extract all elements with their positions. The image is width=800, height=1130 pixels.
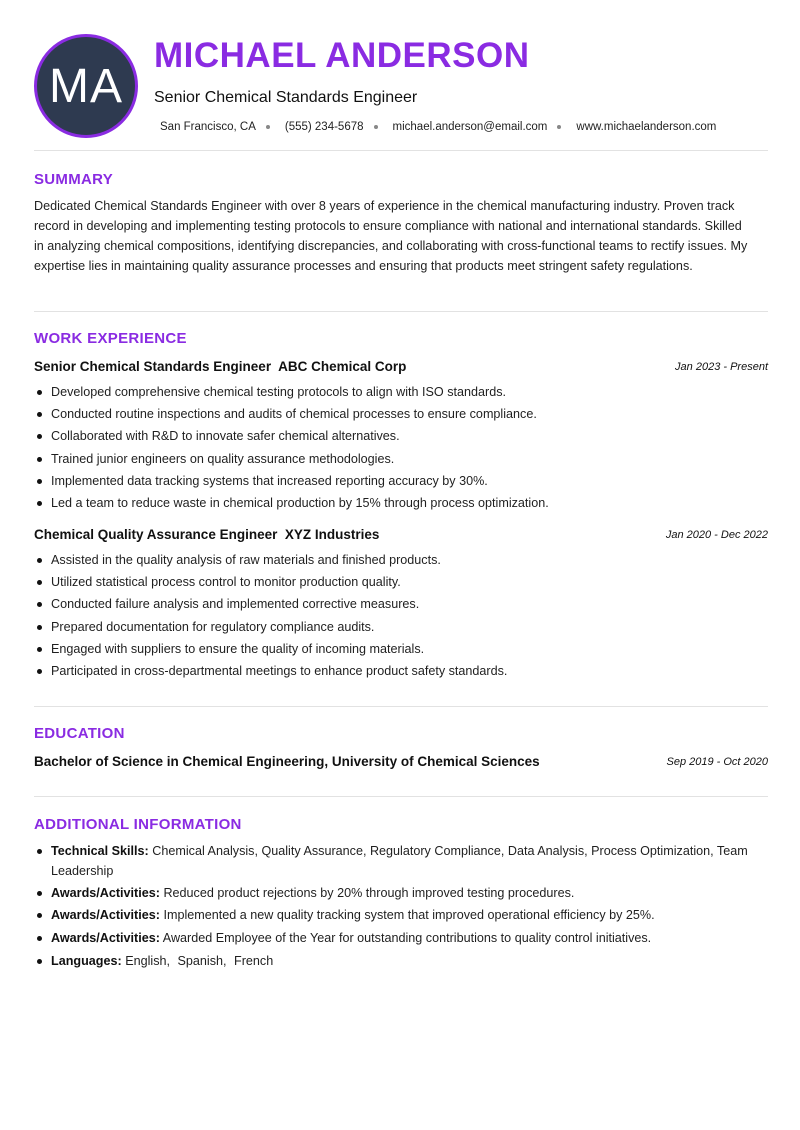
list-item: Conducted routine inspections and audits of chemical processes to ensure compliance. xyxy=(34,403,764,425)
avatar xyxy=(34,34,138,138)
separator-dot-icon xyxy=(266,125,270,129)
list-item: Implemented data tracking systems that increased reporting accuracy by 30%. xyxy=(34,470,764,492)
info-label: Awards/Activities: xyxy=(51,908,160,923)
list-item: Assisted in the quality analysis of raw materials and finished products. xyxy=(34,549,764,571)
list-item: Developed comprehensive chemical testing protocols to align with ISO standards. xyxy=(34,381,764,403)
divider xyxy=(34,150,768,151)
contact-email[interactable]: michael.anderson@email.com xyxy=(392,121,548,133)
additional-info-list xyxy=(34,841,764,973)
list-item xyxy=(34,928,764,948)
separator-dot-icon xyxy=(374,125,378,129)
summary-text: Dedicated Chemical Standards Engineer with over 8 years of experience in the chemical manufacturing industry. Proven track record in developing and implementing testing protocols to ensure compliance with national and international standards. Skilled in analyzing chemical compositions, identifying discrepancies, and collaborating with cross-functional teams to rectify issues. My expertise lies in maintaining quality assurance processes and ensuring that products meet stringent safety regulations. xyxy=(34,199,748,273)
work-experience-heading: WORK EXPERIENCE xyxy=(34,330,187,347)
education-dates: Sep 2019 - Oct 2020 xyxy=(666,756,768,768)
contact-location: San Francisco, CA xyxy=(160,121,256,133)
job-header xyxy=(34,527,768,545)
job-title-line xyxy=(34,359,406,374)
job-dates: Jan 2020 - Dec 2022 xyxy=(665,529,768,541)
list-item xyxy=(34,905,764,925)
info-label: Technical Skills: xyxy=(51,844,149,858)
job-title-line xyxy=(34,527,379,542)
divider xyxy=(34,706,768,707)
info-label: Languages: xyxy=(51,953,122,968)
list-item: Utilized statistical process control to monitor production quality. xyxy=(34,571,764,593)
separator-dot-icon xyxy=(557,125,561,129)
list-item: Participated in cross-departmental meetings to enhance product safety standards. xyxy=(34,660,764,682)
contact-line xyxy=(160,121,716,133)
job-company: XYZ Industries xyxy=(284,527,380,542)
info-text: Chemical Analysis, Quality Assurance, Regulatory Compliance, Data Analysis, Process Optimization, Team Leadership xyxy=(51,844,748,878)
info-label: Awards/Activities: xyxy=(51,930,160,945)
divider xyxy=(34,311,768,312)
info-label: Awards/Activities: xyxy=(51,886,160,901)
summary-heading: SUMMARY xyxy=(34,171,114,188)
candidate-name: MICHAEL ANDERSON xyxy=(154,36,530,75)
languages-item xyxy=(34,951,764,971)
list-item: Conducted failure analysis and implemented corrective measures. xyxy=(34,593,764,615)
list-item: Collaborated with R&D to innovate safer chemical alternatives. xyxy=(34,425,764,447)
divider xyxy=(34,796,768,797)
job-bullets xyxy=(34,549,764,682)
info-text: Reduced product rejections by 20% through improved testing procedures. xyxy=(163,886,575,901)
info-text: Awarded Employee of the Year for outstanding contributions to quality control initiatives. xyxy=(162,930,652,945)
job-role: Chemical Quality Assurance Engineer xyxy=(34,527,278,542)
info-text: Implemented a new quality tracking system that improved operational efficiency by 25%. xyxy=(163,908,655,923)
language: French xyxy=(234,953,274,968)
candidate-title: Senior Chemical Standards Engineer xyxy=(154,89,418,106)
job-role: Senior Chemical Standards Engineer xyxy=(34,359,272,374)
job-dates: Jan 2023 - Present xyxy=(675,361,768,373)
job-header xyxy=(34,359,768,377)
job-bullets xyxy=(34,381,764,514)
language: English, xyxy=(125,953,170,968)
avatar-initials: MA xyxy=(49,59,123,113)
additional-info-heading: ADDITIONAL INFORMATION xyxy=(34,816,242,833)
language: Spanish, xyxy=(177,953,227,968)
list-item: Engaged with suppliers to ensure the quality of incoming materials. xyxy=(34,638,764,660)
education-heading: EDUCATION xyxy=(34,725,125,742)
list-item: Prepared documentation for regulatory compliance audits. xyxy=(34,616,764,638)
resume-header xyxy=(34,34,768,138)
contact-phone: (555) 234-5678 xyxy=(284,121,364,133)
list-item: Trained junior engineers on quality assurance methodologies. xyxy=(34,448,764,470)
education-entry xyxy=(34,754,768,772)
job-company: ABC Chemical Corp xyxy=(278,359,407,374)
contact-website[interactable]: www.michaelanderson.com xyxy=(576,121,717,133)
education-degree: Bachelor of Science in Chemical Engineering, University of Chemical Sciences xyxy=(34,754,540,769)
list-item: Led a team to reduce waste in chemical production by 15% through process optimization. xyxy=(34,492,764,514)
list-item xyxy=(34,883,764,903)
list-item xyxy=(34,841,764,881)
